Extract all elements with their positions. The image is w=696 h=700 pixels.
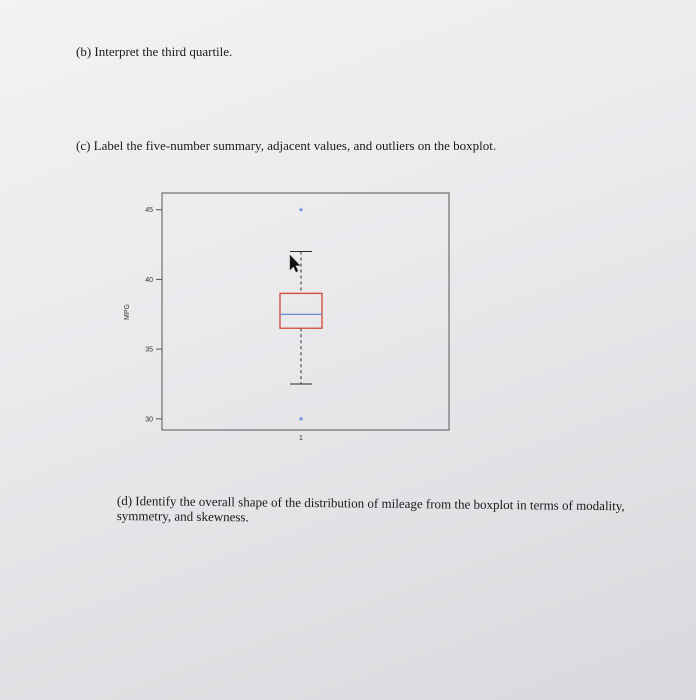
outlier-marker xyxy=(299,417,303,421)
y-tick xyxy=(145,416,162,423)
question-b: (b) Interpret the third quartile. xyxy=(76,44,233,59)
plot-frame xyxy=(162,193,449,430)
outlier-marker xyxy=(299,208,303,212)
x-tick-label: 1 xyxy=(299,435,303,442)
y-tick xyxy=(145,207,162,214)
question-c: (c) Label the five-number summary, adjacent values, and outliers on the boxplot. xyxy=(76,138,497,153)
y-ticks xyxy=(145,207,162,423)
question-d: (d) Identify the overall shape of the distribution of mileage from the boxplot in terms of modality, symmetry, and skewness. xyxy=(116,493,625,525)
y-tick xyxy=(145,277,162,284)
y-tick-label: 35 xyxy=(145,346,153,354)
y-axis-label: MPG xyxy=(124,304,131,320)
y-tick-label: 45 xyxy=(145,207,153,215)
y-tick-label: 30 xyxy=(145,416,153,424)
y-tick-label: 40 xyxy=(145,276,153,284)
y-tick xyxy=(145,347,162,354)
iqr-box xyxy=(280,293,322,328)
mouse-cursor-icon xyxy=(290,255,300,272)
